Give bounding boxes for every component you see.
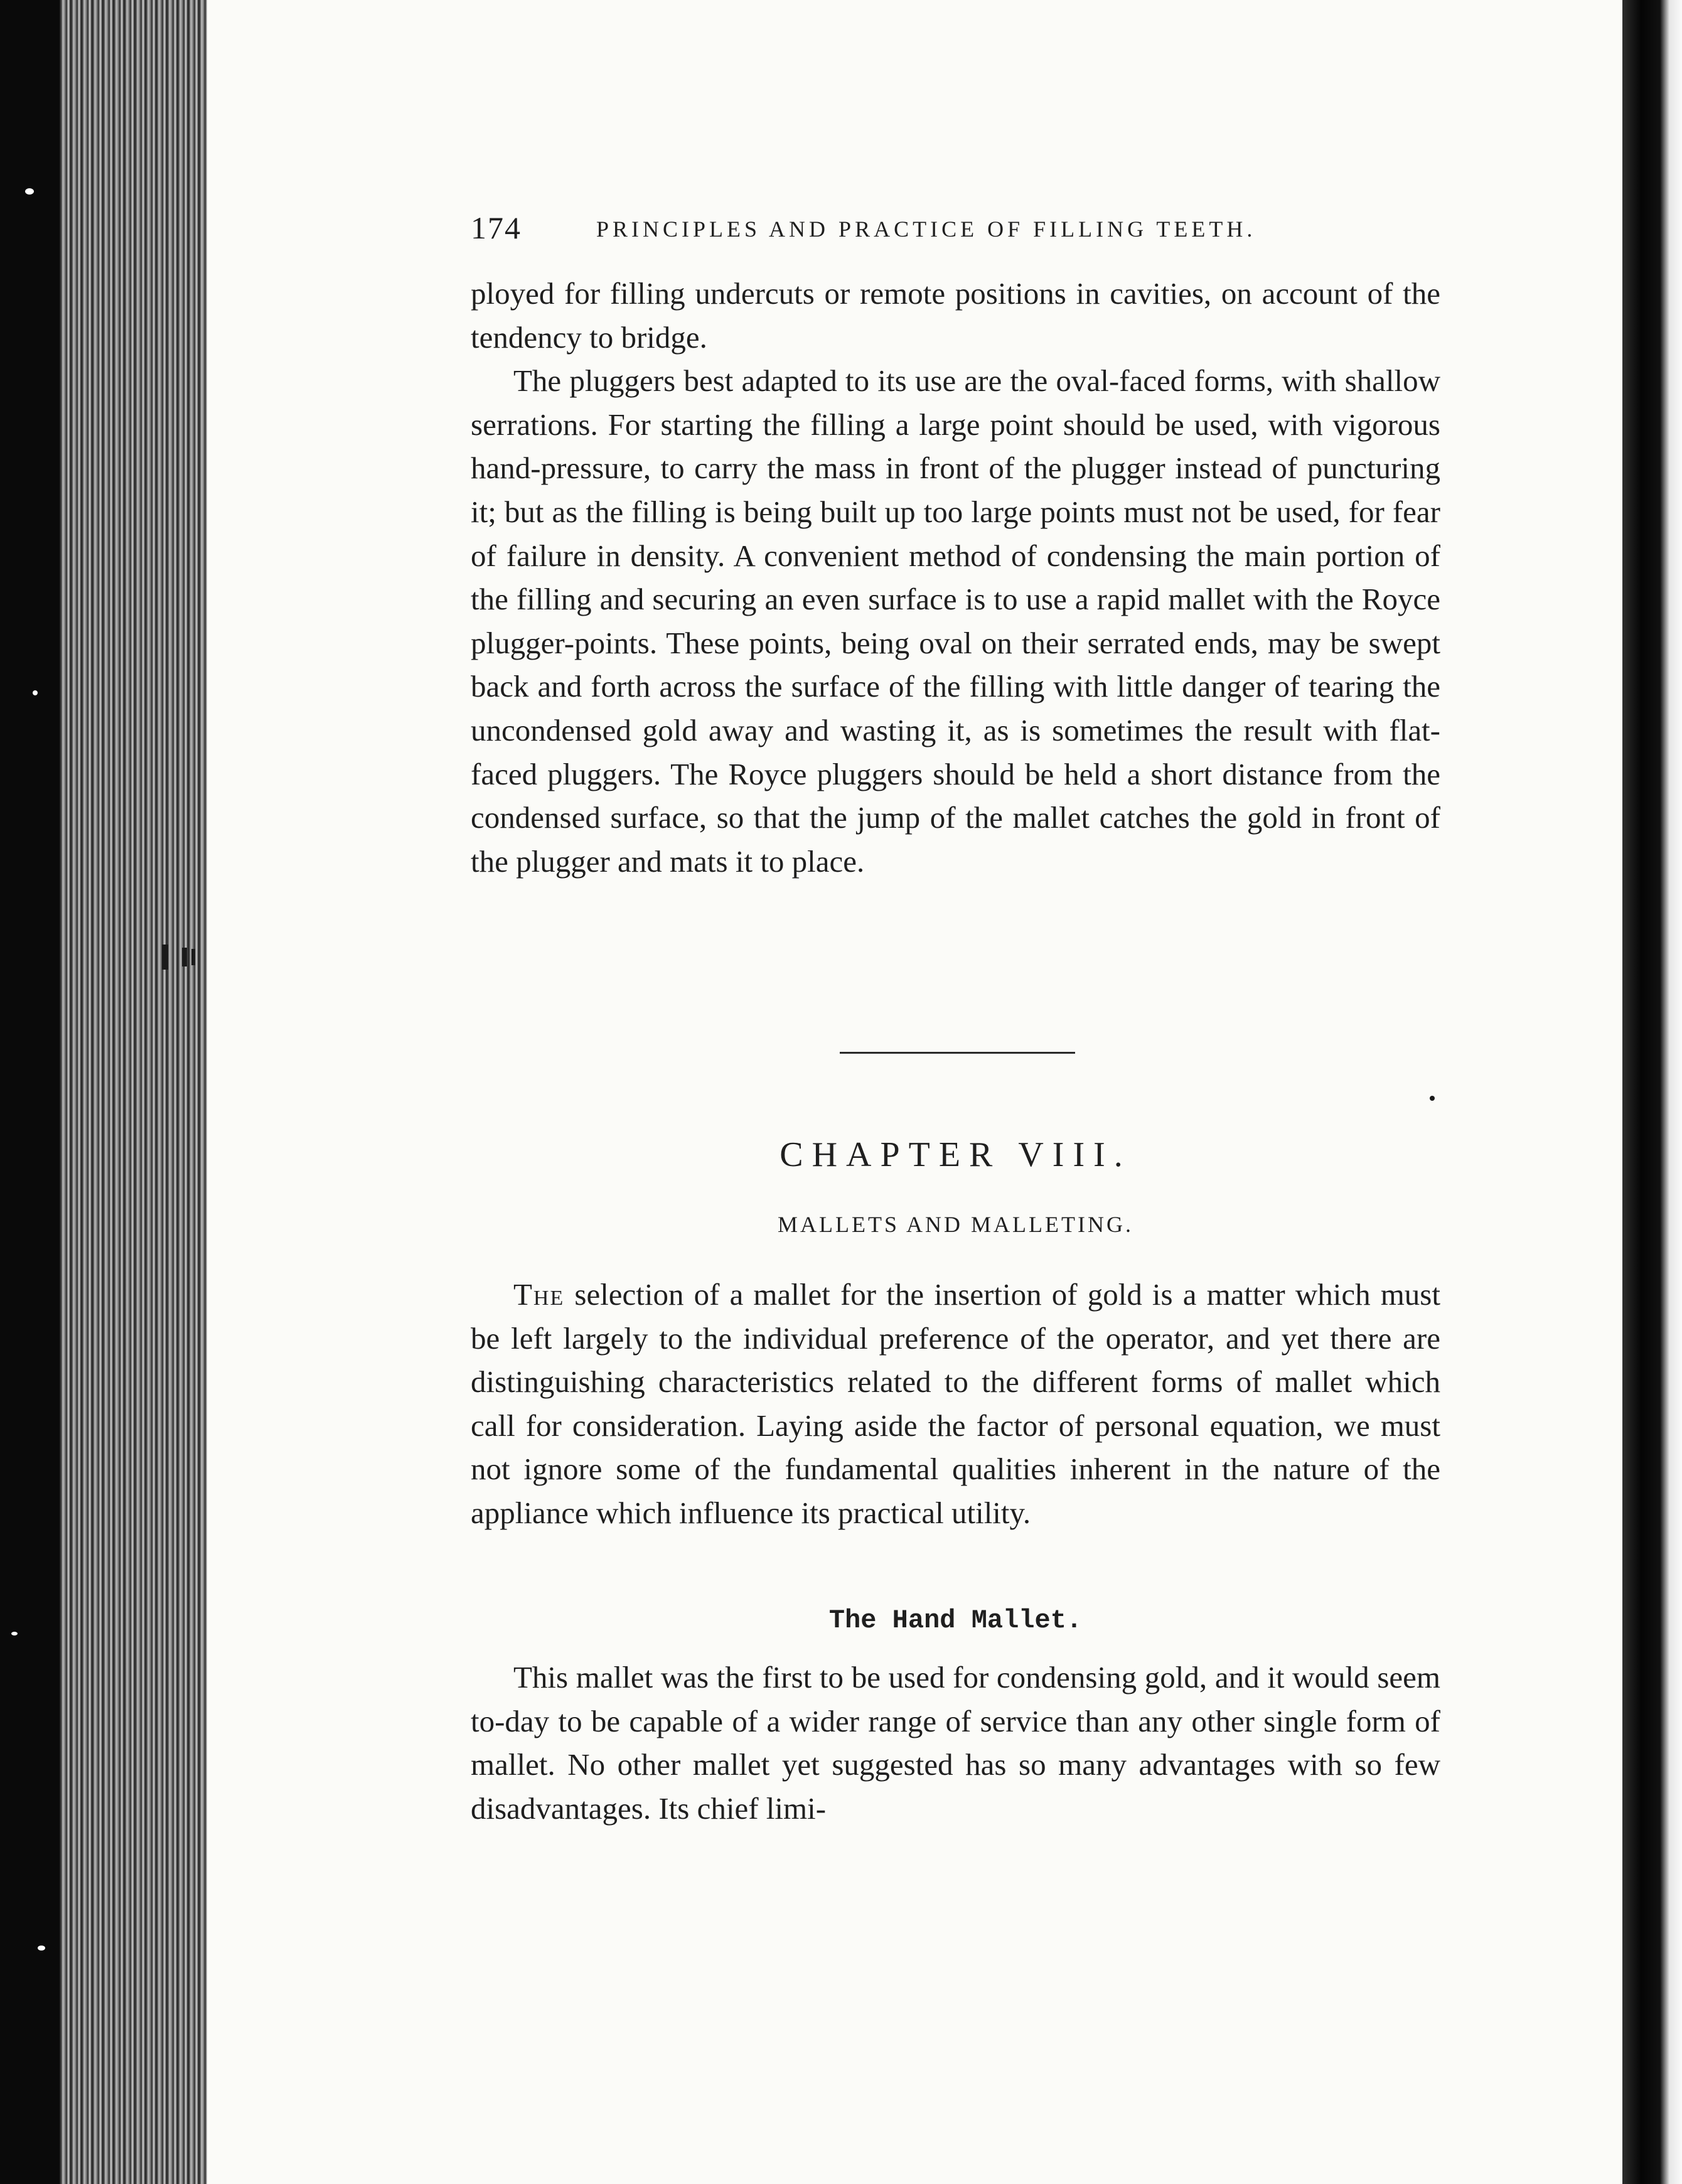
text-block-hand-mallet <box>471 1656 1440 1830</box>
running-head <box>471 210 1556 247</box>
scan-mark <box>191 949 195 965</box>
running-title: PRINCIPLES AND PRACTICE OF FILLING TEETH. <box>596 217 1256 242</box>
scan-speck <box>25 188 34 195</box>
lead-word: The <box>513 1277 565 1312</box>
scan-speck <box>38 1946 45 1951</box>
paragraph-pluggers: The pluggers best adapted to its use are the oval-faced forms, with shallow serrations. For starting the filling a large point should be used, with vigorous hand-pressure, to carry the mass in front of the plugger instead of puncturing it; but as the filling is being built up too large points must not be used, for fear of failure in density. A convenient method of condensing the main portion of the filling and securing an even surface is to use a rapid mallet with the Royce plugger-points. These points, being oval on their serrated ends, may be swept back and forth across the surface of the filling with little danger of tearing the uncondensed gold away and wasting it, as is sometimes the result with flat-faced pluggers. The Royce pluggers should be held a short distance from the condensed surface, so that the jump of the mallet catches the gold in front of the plugger and mats it to place. <box>471 363 1440 879</box>
page-number: 174 <box>471 210 522 245</box>
scan-speck <box>33 690 38 695</box>
book-gutter <box>1622 0 1682 2184</box>
paragraph-chapter-intro <box>471 1273 1440 1535</box>
page-edges <box>60 0 207 2184</box>
section-heading: The Hand Mallet. <box>828 1605 1083 1635</box>
text-block-continued <box>471 272 1440 883</box>
scan-mark <box>162 945 168 970</box>
section-divider-rule <box>840 1052 1075 1054</box>
scan-mark <box>182 948 187 966</box>
chapter-title: CHAPTER VIII. <box>779 1135 1132 1174</box>
chapter-subtitle: MALLETS AND MALLETING. <box>778 1212 1133 1237</box>
paragraph-continued: ployed for filling undercuts or remote positions in cavities, on account of the tendency to bridge. <box>471 276 1440 355</box>
text-block-chapter-intro <box>471 1273 1440 1535</box>
paragraph-hand-mallet: This mallet was the first to be used for condensing gold, and it would seem to-day to be capable of a wider range of service than any other single form of mallet. No other mallet yet suggested has so many advantages with so few disadvantages. Its chief limi- <box>471 1660 1440 1826</box>
intro-text: selection of a mallet for the insertion of gold is a matter which must be left largely to the individual preference of the operator, and yet there are distinguishing characteristics related to the different forms of mallet which call for consideration. Laying aside the factor of personal equation, we must not ignore some of the fundamental qualities inherent in the nature of the appliance which influence its practical utility. <box>471 1277 1440 1530</box>
scan-speck <box>11 1632 18 1635</box>
scan-mark <box>1430 1096 1435 1101</box>
